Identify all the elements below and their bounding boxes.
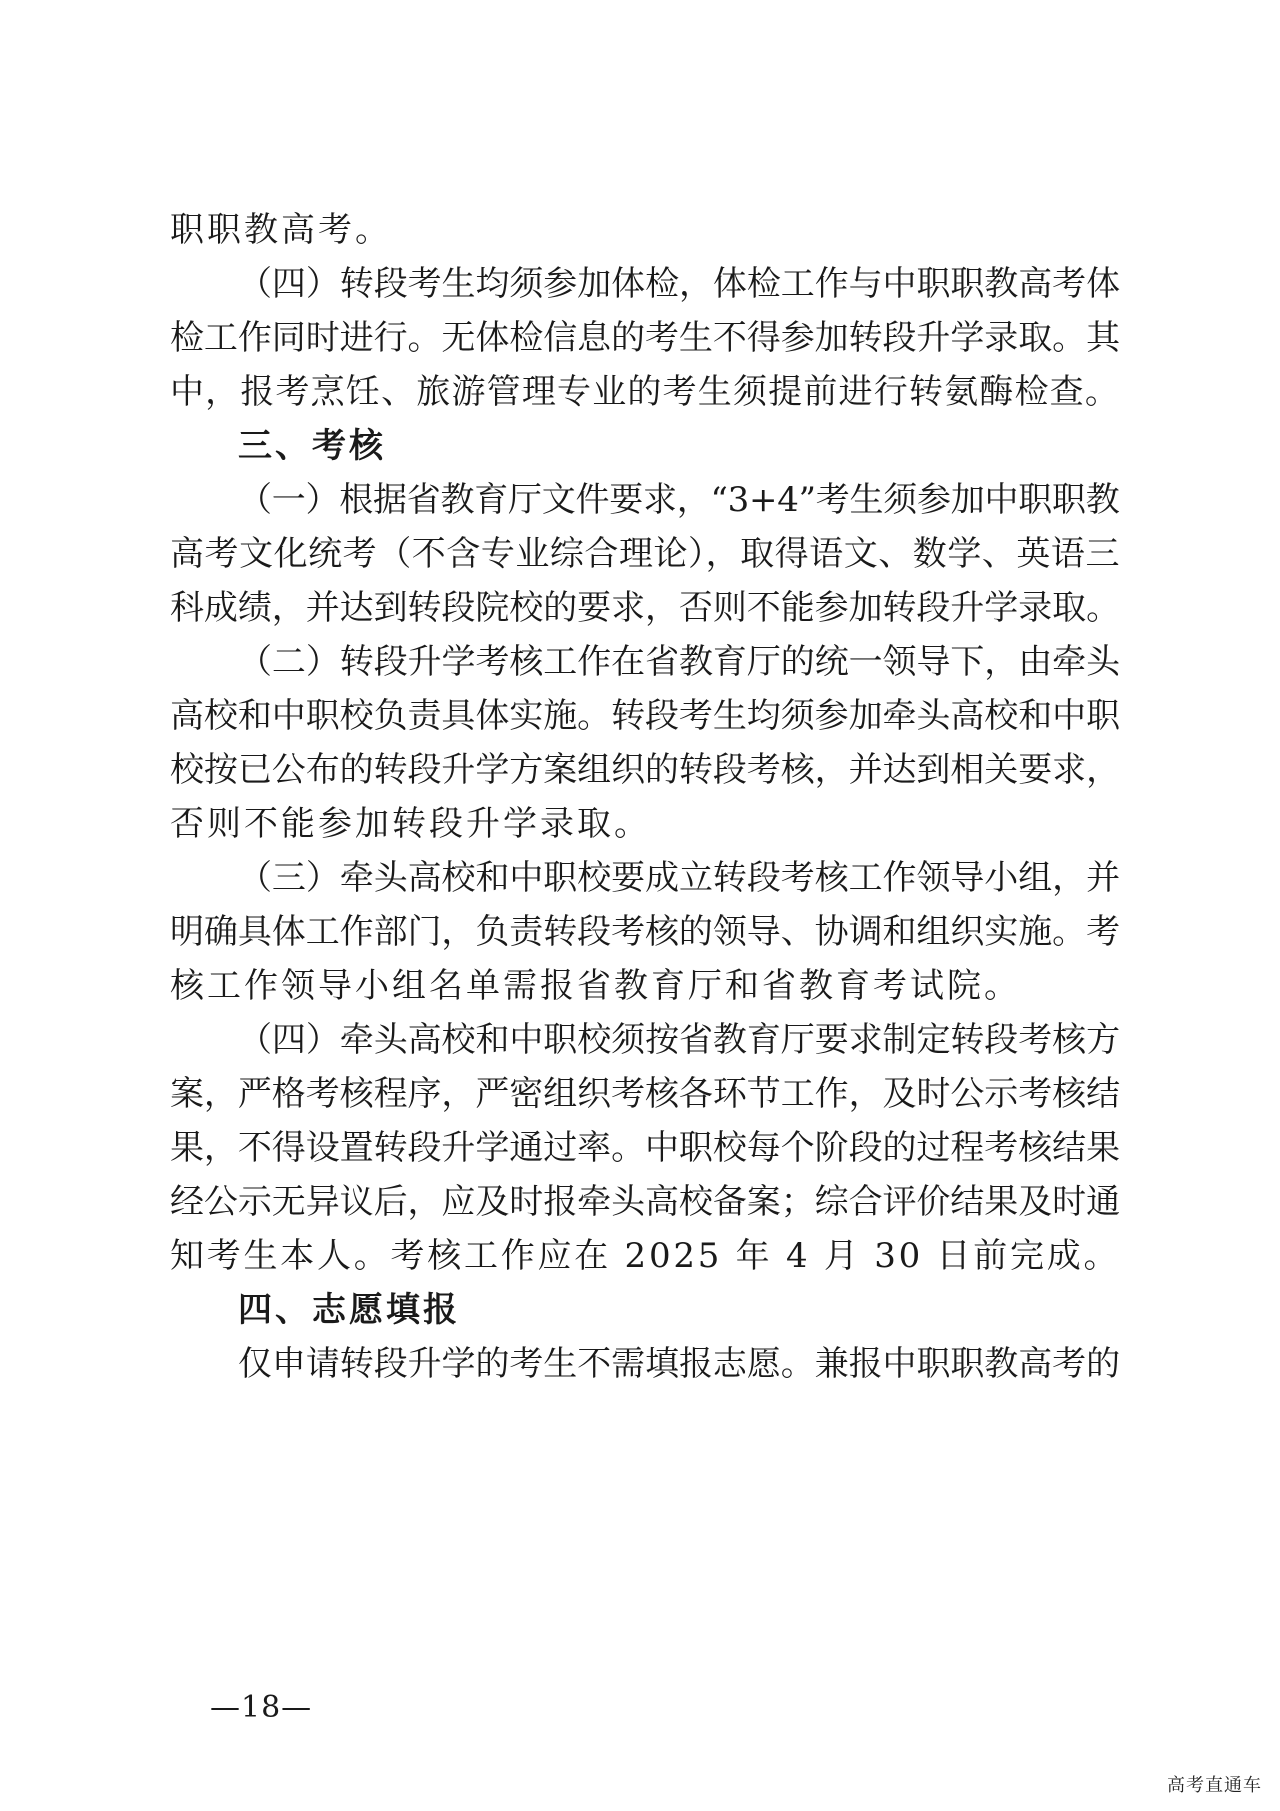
section-heading: 三、考核 xyxy=(238,426,386,466)
paragraph-line: （二）转段升学考核工作在省教育厅的统一领导下，由牵头 xyxy=(238,642,1120,682)
paragraph-line: （三）牵头高校和中职校要成立转段考核工作领导小组，并 xyxy=(238,858,1120,898)
page-number: —18— xyxy=(210,1690,313,1725)
paragraph-line: 仅申请转段升学的考生不需填报志愿。兼报中职职教高考的 xyxy=(238,1344,1120,1384)
paragraph-line: （一）根据省教育厅文件要求，“3+4”考生须参加中职职教 xyxy=(238,480,1120,520)
paragraph-line: 案，严格考核程序，严密组织考核各环节工作，及时公示考核结 xyxy=(170,1074,1120,1114)
paragraph-line: 知考生本人。考核工作应在 2025 年 4 月 30 日前完成。 xyxy=(170,1236,1121,1276)
paragraph-line: 校按已公布的转段升学方案组织的转段考核，并达到相关要求， xyxy=(170,750,1120,790)
paragraph-line: 中，报考烹饪、旅游管理专业的考生须提前进行转氨酶检查。 xyxy=(170,372,1120,412)
paragraph-line: 核工作领导小组名单需报省教育厅和省教育考试院。 xyxy=(170,966,1021,1006)
paragraph-line: 果，不得设置转段升学通过率。中职校每个阶段的过程考核结果 xyxy=(170,1128,1120,1168)
paragraph-line: 经公示无异议后，应及时报牵头高校备案；综合评价结果及时通 xyxy=(170,1182,1120,1222)
paragraph-line: 明确具体工作部门，负责转段考核的领导、协调和组织实施。考 xyxy=(170,912,1120,952)
paragraph-line: 科成绩，并达到转段院校的要求，否则不能参加转段升学录取。 xyxy=(170,588,1120,628)
paragraph-line: 检工作同时进行。无体检信息的考生不得参加转段升学录取。其 xyxy=(170,318,1120,358)
paragraph-line: 否则不能参加转段升学录取。 xyxy=(170,804,651,844)
paragraph-line: 高考文化统考（不含专业综合理论），取得语文、数学、英语三 xyxy=(170,534,1120,574)
paragraph-line: （四）牵头高校和中职校须按省教育厅要求制定转段考核方 xyxy=(238,1020,1120,1060)
watermark-text: 高考直通车 xyxy=(1167,1775,1262,1796)
paragraph-line: 高校和中职校负责具体实施。转段考生均须参加牵头高校和中职 xyxy=(170,696,1120,736)
section-heading: 四、志愿填报 xyxy=(238,1290,460,1330)
paragraph-line: （四）转段考生均须参加体检，体检工作与中职职教高考体 xyxy=(238,264,1120,304)
paragraph-line: 职职教高考。 xyxy=(170,210,392,250)
